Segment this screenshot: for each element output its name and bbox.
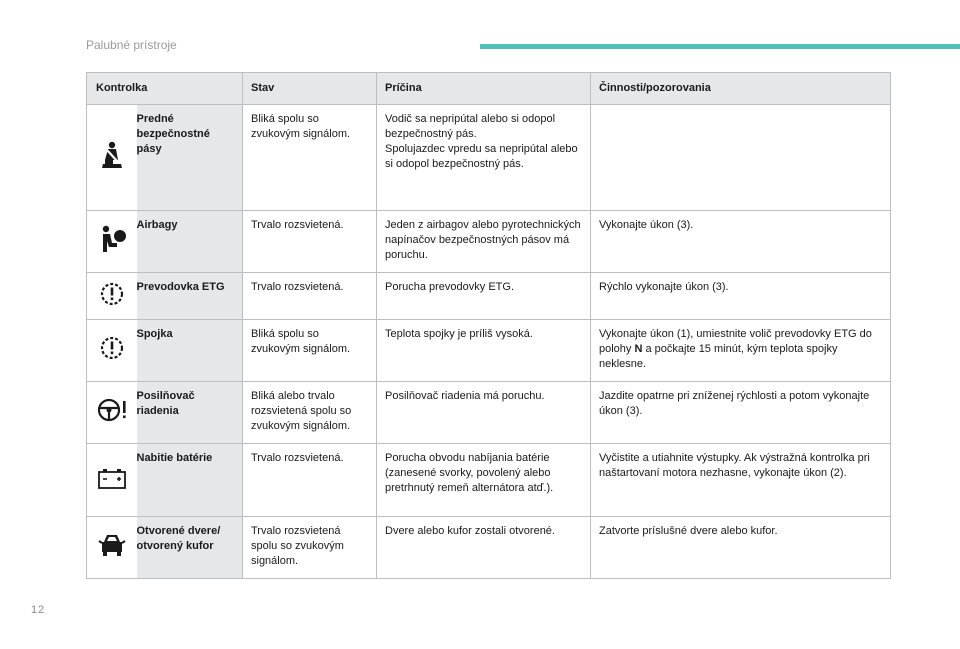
light-state: Bliká spolu so zvukovým signálom. (243, 105, 377, 211)
light-name: Otvorené dvere/ otvorený kufor (137, 517, 243, 579)
airbag-icon (95, 224, 129, 254)
light-cause: Dvere alebo kufor zostali otvorené. (377, 517, 591, 579)
light-action: Jazdite opatrne pri zníženej rýchlosti a potom vykonajte úkon (3). (591, 382, 891, 444)
column-header-cinnosti: Činnosti/pozorovania (591, 73, 891, 105)
light-action: Vyčistite a utiahnite výstupky. Ak výstražná kontrolka pri naštartovaní motora nezhasne, vykonajte úkon (2). (591, 444, 891, 517)
light-name: Predné bezpečnostné pásy (137, 105, 243, 211)
section-accent-bar (480, 44, 960, 49)
table-row (87, 444, 891, 517)
battery-icon (95, 463, 129, 493)
door-open-icon (95, 530, 129, 560)
light-cause: Vodič sa nepripútal alebo si odopol bezpečnostný pás. Spolujazdec vpredu sa nepripútal alebo si odopol bezpečnostný pás. (377, 105, 591, 211)
column-header-stav: Stav (243, 73, 377, 105)
section-title: Palubné prístroje (86, 38, 177, 52)
light-cause: Teplota spojky je príliš vysoká. (377, 320, 591, 382)
light-state: Trvalo rozsvietená. (243, 211, 377, 273)
seatbelt-icon (95, 140, 129, 170)
table-header-row (87, 73, 891, 105)
light-cause: Porucha obvodu nabíjania batérie (zanesené svorky, povolený alebo pretrhnutý remeň alternátora atď.). (377, 444, 591, 517)
light-action (591, 320, 891, 382)
light-action: Rýchlo vykonajte úkon (3). (591, 273, 891, 320)
table-row (87, 105, 891, 211)
light-cause: Jeden z airbagov alebo pyrotechnických napínačov bezpečnostných pásov má poruchu. (377, 211, 591, 273)
light-state: Trvalo rozsvietená. (243, 444, 377, 517)
gear-position-n: N (634, 343, 643, 355)
column-header-kontrolka: Kontrolka (87, 73, 243, 105)
light-cause: Posilňovač riadenia má poruchu. (377, 382, 591, 444)
column-header-pricina: Príčina (377, 73, 591, 105)
table-row (87, 273, 891, 320)
light-name: Prevodovka ETG (137, 273, 243, 320)
power-steering-icon (95, 395, 129, 425)
light-name: Nabitie batérie (137, 444, 243, 517)
light-name: Spojka (137, 320, 243, 382)
gearbox-warning-icon (95, 279, 129, 309)
clutch-warning-icon (95, 333, 129, 363)
light-name: Airbagy (137, 211, 243, 273)
light-action: Zatvorte príslušné dvere alebo kufor. (591, 517, 891, 579)
table-row (87, 320, 891, 382)
action-text: a počkajte 15 minút, kým teplota spojky neklesne. (599, 343, 838, 370)
light-name: Posilňovač riadenia (137, 382, 243, 444)
table-row (87, 382, 891, 444)
light-action (591, 105, 891, 211)
light-cause: Porucha prevodovky ETG. (377, 273, 591, 320)
light-state: Bliká spolu so zvukovým signálom. (243, 320, 377, 382)
table-row (87, 211, 891, 273)
warning-lights-table (86, 72, 891, 579)
light-state: Bliká alebo trvalo rozsvietená spolu so zvukovým signálom. (243, 382, 377, 444)
light-state: Trvalo rozsvietená spolu so zvukovým signálom. (243, 517, 377, 579)
light-state: Trvalo rozsvietená. (243, 273, 377, 320)
page-number: 12 (31, 604, 46, 616)
light-action: Vykonajte úkon (3). (591, 211, 891, 273)
table-row (87, 517, 891, 579)
action-text: Vykonajte úkon (1), umiestnite volič prevodovky ETG do polohy (599, 328, 872, 355)
